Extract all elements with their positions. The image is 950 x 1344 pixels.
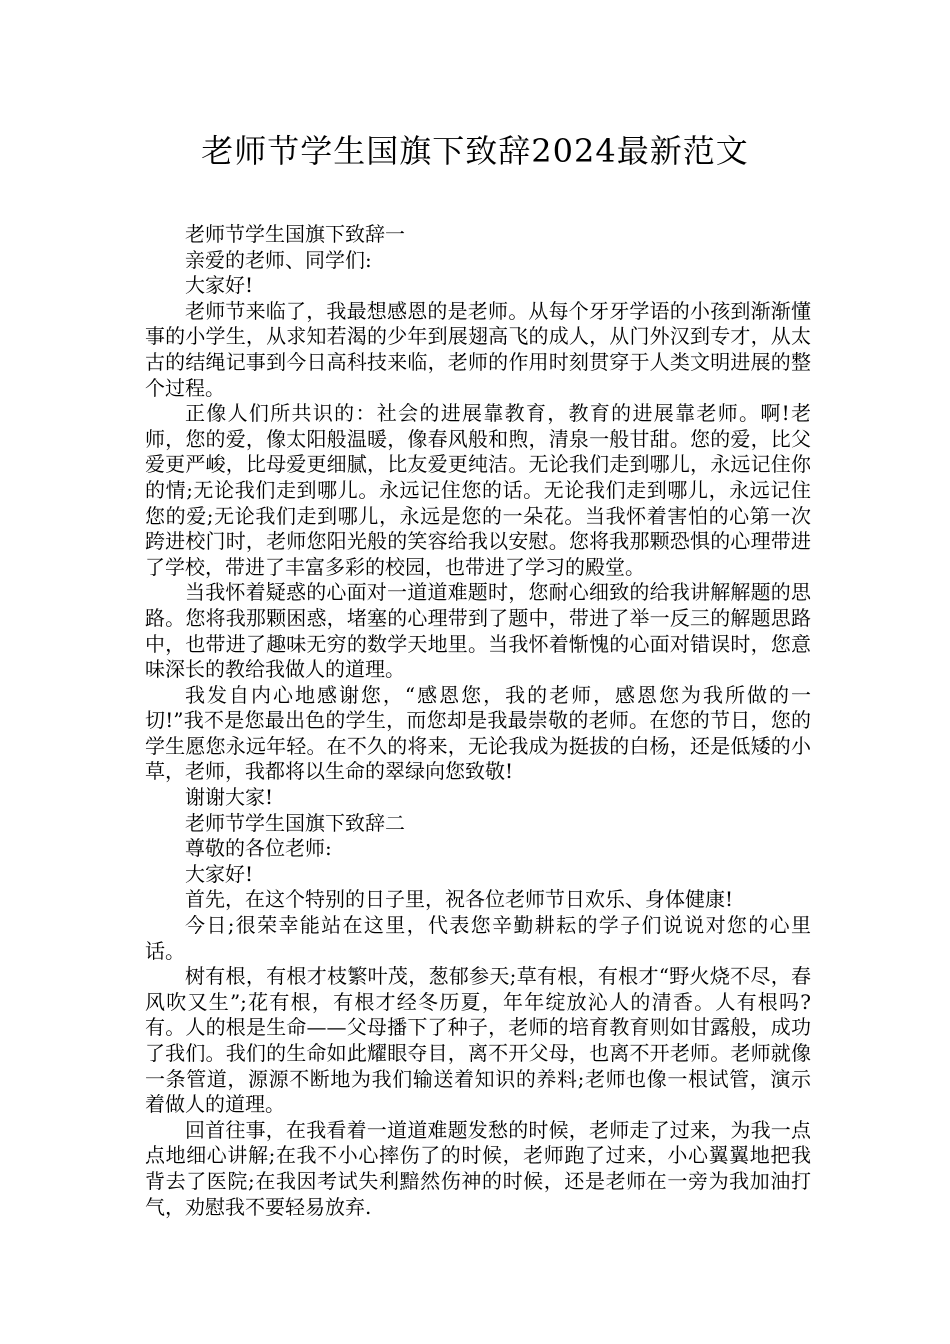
document-body bbox=[145, 222, 811, 1220]
salutation: 尊敬的各位老师: bbox=[185, 836, 332, 861]
greeting: 大家好! bbox=[185, 861, 254, 886]
body-paragraph: 树有根，有根才枝繁叶茂，葱郁参天;草有根，有根才“野火烧不尽，春风吹又生”;花有根，有根才经冬历夏，年年绽放沁人的清香。人有根吗?有。人的根是生命——父母播下了种子，老师的培育教育则如甘露般，成功了我们。我们的生命如此耀眼夺目，离不开父母，也离不开老师。老师就像一条管道，源源不断地为我们输送着知识的养料;老师也像一根试管，演示着做人的道理。 bbox=[145, 964, 811, 1117]
body-paragraph: 正像人们所共识的：社会的进展靠教育，教育的进展靠老师。啊!老师，您的爱，像太阳般温暖，像春风般和煦，清泉一般甘甜。您的爱，比父爱更严峻，比母爱更细腻，比友爱更纯洁。无论我们走到哪儿，永远记住你的情;无论我们走到哪儿。永远记住您的话。无论我们走到哪儿，永远记住您的爱;无论我们走到哪儿，永远是您的一朵花。当我怀着害怕的心第一次跨进校门时，老师您阳光般的笑容给我以安慰。您将我那颗恐惧的心理带进了学校，带进了丰富多彩的校园，也带进了学习的殿堂。 bbox=[145, 401, 811, 579]
section-heading-2: 老师节学生国旗下致辞二 bbox=[185, 810, 405, 835]
body-paragraph: 首先，在这个特别的日子里，祝各位老师节日欢乐、身体健康! bbox=[185, 887, 734, 912]
body-paragraph: 回首往事，在我看着一道道难题发愁的时候，老师走了过来，为我一点点地细心讲解;在我不小心摔伤了的时候，老师跑了过来，小心翼翼地把我背去了医院;在我因考试失利黯然伤神的时候，还是老师在一旁为我加油打气，劝慰我不要轻易放弃. bbox=[145, 1117, 811, 1219]
greeting: 大家好! bbox=[185, 273, 254, 298]
body-paragraph: 当我怀着疑惑的心面对一道道难题时，您耐心细致的给我讲解解题的思路。您将我那颗困惑，堵塞的心理带到了题中，带进了举一反三的解题思路中，也带进了趣味无穷的数学天地里。当我怀着惭愧的心面对错误时，您意味深长的教给我做人的道理。 bbox=[145, 580, 811, 682]
document-title: 老师节学生国旗下致辞2024最新范文 bbox=[201, 132, 749, 170]
body-paragraph: 今日;很荣幸能站在这里，代表您辛勤耕耘的学子们说说对您的心里话。 bbox=[145, 913, 811, 963]
salutation: 亲爱的老师、同学们: bbox=[185, 247, 372, 272]
closing-thanks: 谢谢大家! bbox=[185, 785, 274, 810]
body-paragraph: 我发自内心地感谢您，“感恩您，我的老师，感恩您为我所做的一切!”我不是您最出色的学生，而您却是我最崇敬的老师。在您的节日，您的学生愿您永远年轻。在不久的将来，无论我成为挺拔的白杨，还是低矮的小草，老师，我都将以生命的翠绿向您致敬! bbox=[145, 682, 811, 784]
body-paragraph: 老师节来临了，我最想感恩的是老师。从每个牙牙学语的小孩到渐渐懂事的小学生，从求知若渴的少年到展翅高飞的成人，从门外汉到专才，从太古的结绳记事到今日高科技来临，老师的作用时刻贯穿于人类文明进展的整个过程。 bbox=[145, 298, 811, 400]
section-heading-1: 老师节学生国旗下致辞一 bbox=[185, 222, 405, 246]
